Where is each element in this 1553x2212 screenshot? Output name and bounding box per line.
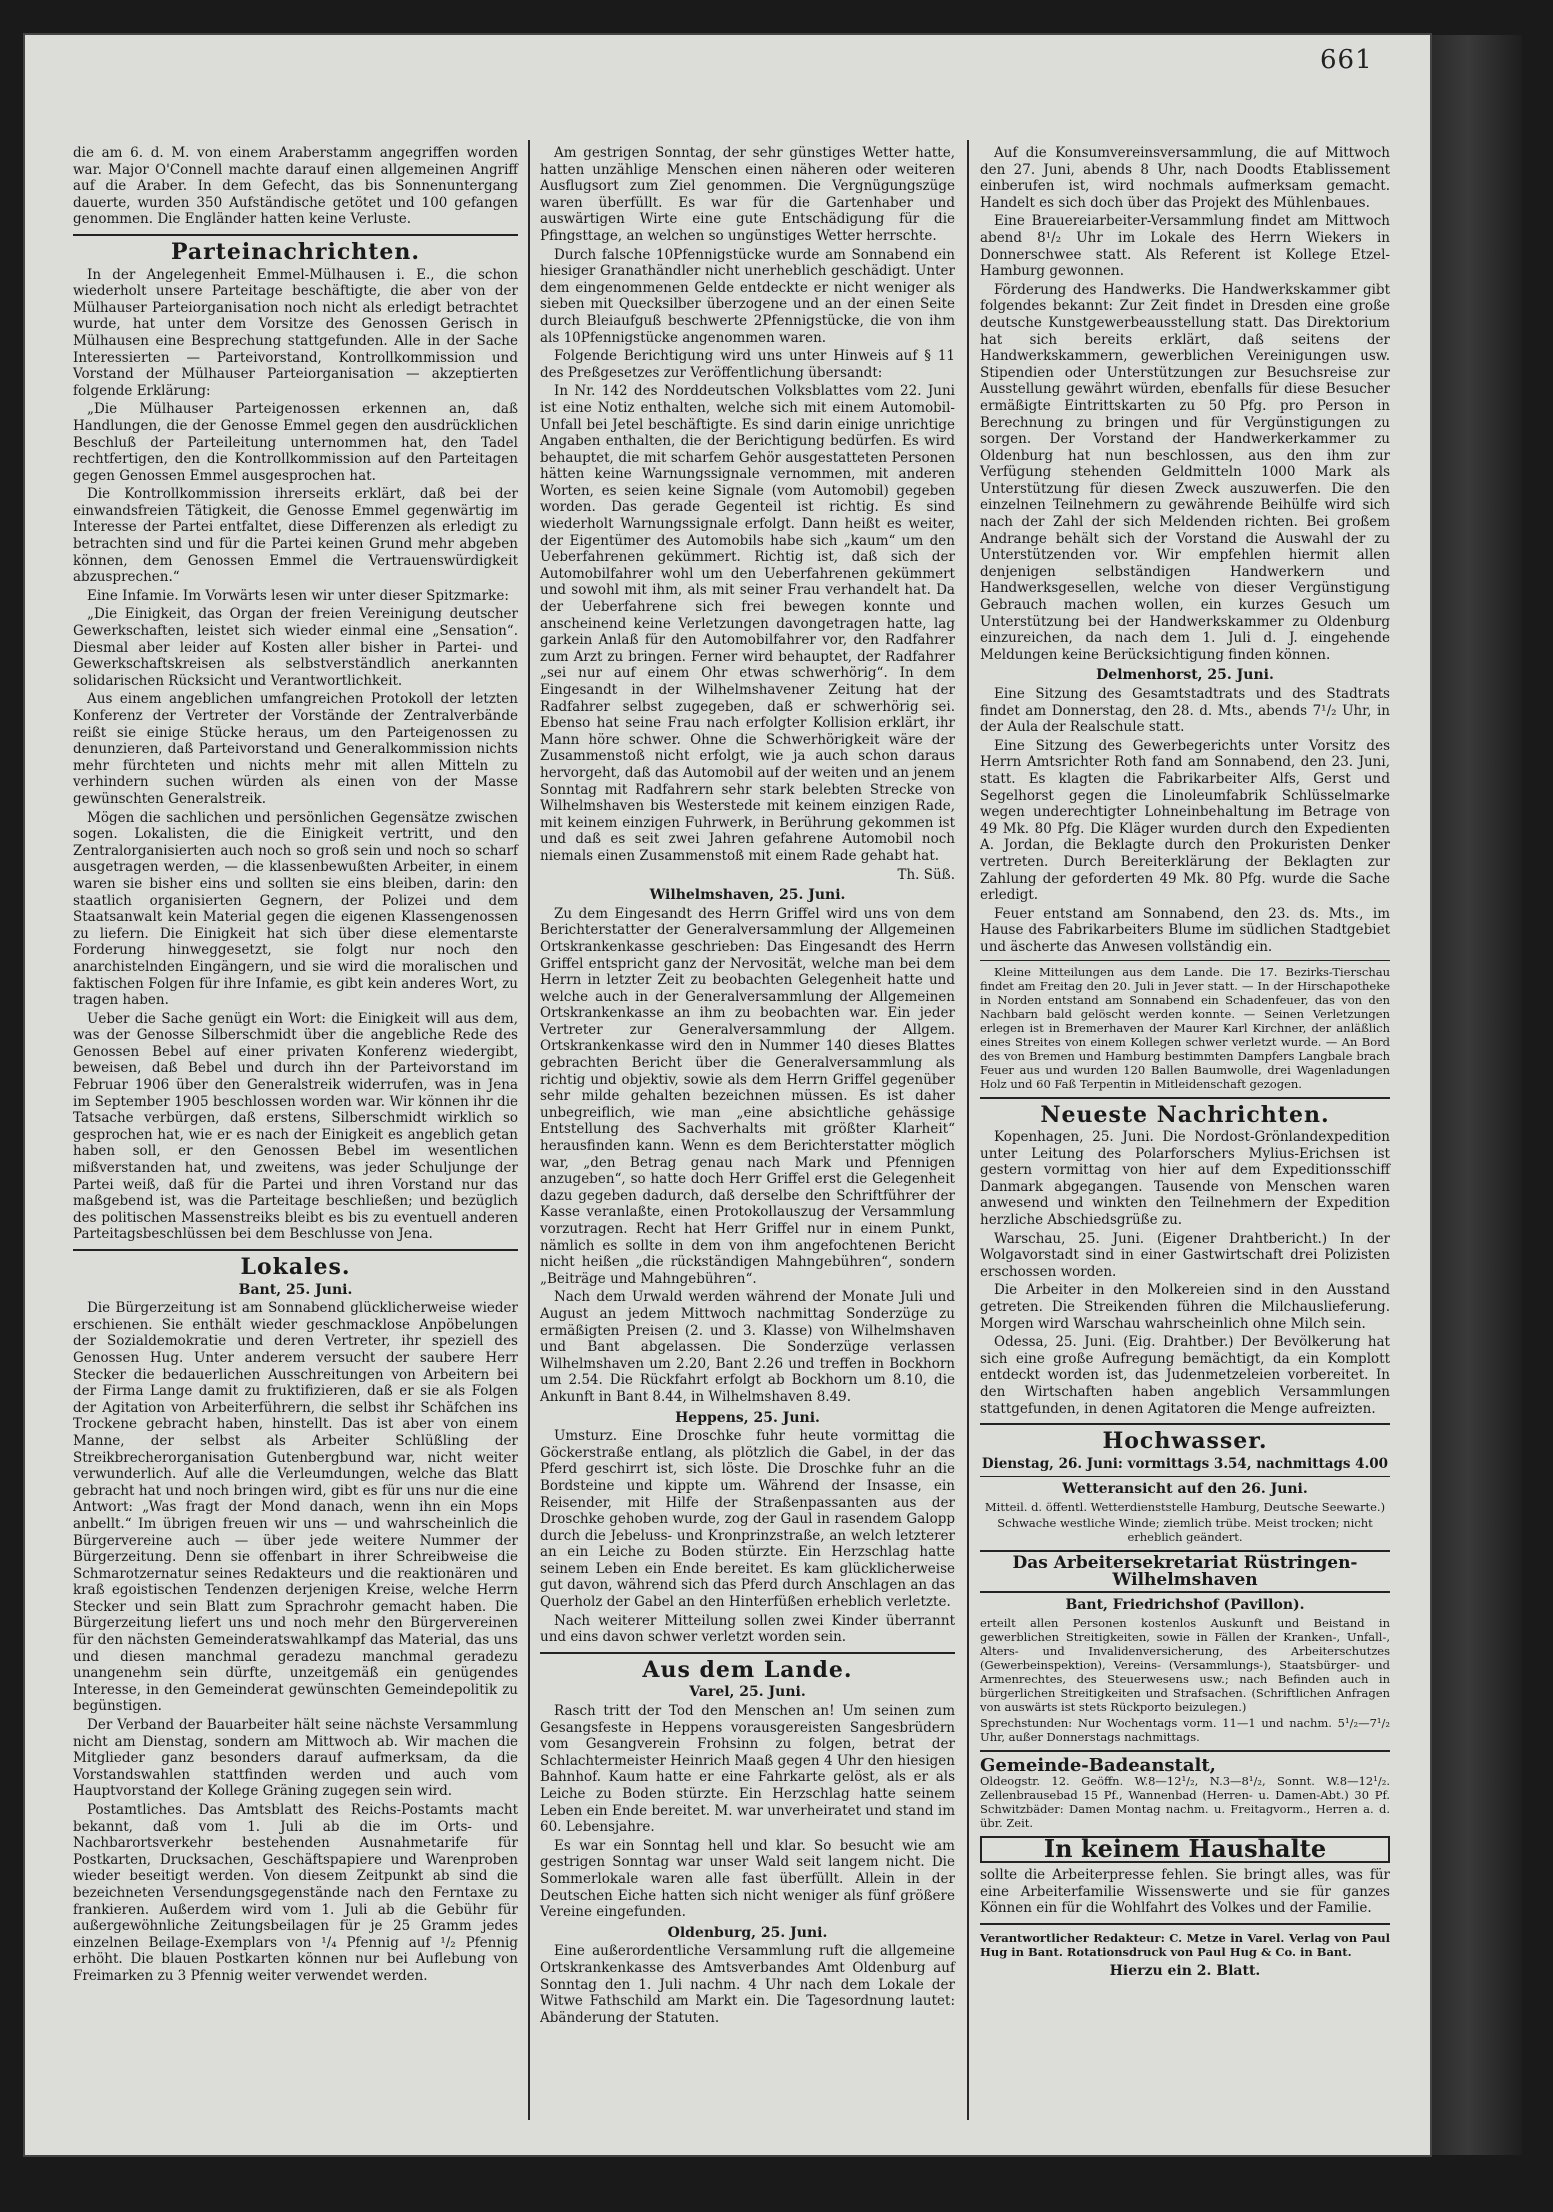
dateline-varel: Varel, 25. Juni. xyxy=(689,1684,806,1701)
col1-p5: „Die Einigkeit, das Organ der freien Vereinigung deutscher Gewerkschaften, leistet sich wieder einmal eine „Sensation“. Diesmal aber leider auf Kosten aller bisher in Partei- und Gewerkschaftskreisen als selbstverständlich anerkannten solidarischen Rücksicht und Verantwortlichkeit. xyxy=(73,606,518,689)
column-2 xyxy=(540,145,955,2028)
col2-p10: Es war ein Sonntag hell und klar. So besucht wie am gestrigen Sonntag war unser Wald seit langem nicht. Die Sommerlokale waren alle fast überfüllt. Allein in der Deutschen Eiche hatten sich nicht weniger als fünf größere Vereine eingefunden. xyxy=(540,1837,955,1921)
column-rule-2 xyxy=(967,140,969,2120)
col1-p3: Die Kontrollkommission ihrerseits erklärt, daß bei der einwandsfreien Tätigkeit, die Genosse Emmel gegenwärtig im Interesse der Partei entfaltet, diese Differenzen als erledigt zu betrachten sind und für die Partei keinen Grund mehr abgeben können, dem Genossen Emmel die Vertrauenswürdigkeit abzusprechen.“ xyxy=(73,486,518,586)
divider xyxy=(540,1652,955,1654)
ad-arbeitersekretariat-hours: Sprechstunden: Nur Wochentags vorm. 11—1 und nachm. 5¹/₂—7¹/₂ Uhr, außer Donnerstags nachmittags. xyxy=(980,1715,1390,1744)
heading-neueste-nachrichten: Neueste Nachrichten. xyxy=(1040,1101,1330,1128)
dateline-heppens: Heppens, 25. Juni. xyxy=(675,1409,820,1426)
ad-arbeitersekretariat-text: erteilt allen Personen kostenlos Auskunft und Beistand in gewerblichen Streitigkeiten, sowie in Fällen der Kranken-, Unfall-, Alters- und Invalidenversicherung, des Arbeiterschutzes (Gewerbeinspektion), Vereins- (Versammlungs-), Staatsbürger- und Armenrechtes, des Steuerwesens usw.; nach Befinden auch in bürgerlichen Streitigkeiten und Strafsachen. (Schriftlichen Anfragen von auswärts ist stets Rückporto beizulegen.) xyxy=(980,1615,1390,1714)
page-number: 661 xyxy=(1320,45,1373,75)
hochwasser-times: Dienstag, 26. Juni: vormittags 3.54, nachmittags 4.00 xyxy=(981,1455,1389,1472)
col2-p11: Eine außerordentliche Versammlung ruft die allgemeine Ortskrankenkasse des Amtsverbandes Amt Oldenburg auf Sonntag den 1. Juli nachm. 4 Uhr nach dem Lokale der Witwe Fathschild am Markt ein. Die Tagesordnung lautet: Abänderung der Statuten. xyxy=(540,1943,955,2026)
divider xyxy=(73,1249,518,1251)
col3-p5: Eine Sitzung des Gewerbegerichts unter Vorsitz des Herrn Amtsrichter Roth fand am Sonnabend, den 23. Juni, statt. Es klagten die Fabrikarbeiter Alfs, Gerst und Segelhorst gegen die Linoleumfabrik Schlüsselmarke wegen underechtigter Lohneinbehaltung im Betrage von 49 Mk. 80 Pfg. Die Kläger wurden durch den Expedienten A. Jordan, die Beklagte durch den Prokuristen Denker vertreten. Durch Bereiterklärung der Beklagten zur Zahlung der geforderten 49 Mk. 80 Pfg. wurde die Sache erledigt. xyxy=(980,737,1390,904)
divider xyxy=(980,1097,1390,1099)
book-spine-edge xyxy=(1432,35,1522,2155)
col1-p10: Der Verband der Bauarbeiter hält seine nächste Versammlung nicht am Dienstag, sondern am Mittwoch ab. Wir machen die Mitglieder ganz besonders darauf aufmerksam, da die Vorstandswahlen stattfinden werden und auch vom Hauptvorstand der Kollege Gräning zugegen sein wird. xyxy=(73,1717,518,1800)
ad-badeanstalt-text: Oldeogstr. 12. Geöffn. W.8—12¹/₂, N.3—8¹/₂, Sonnt. W.8—12¹/₂. Zellenbrausebad 15 Pf., Wannenbad (Herren- u. Damen-Abt.) 30 Pf. Schwitzbäder: Damen Montag nachm. u. Freitagvorm., Herren a. d. übr. Zeit. xyxy=(980,1774,1390,1831)
col2-p6: Nach dem Urwald werden während der Monate Juli und August an jedem Mittwoch nachmittag Sonderzüge zu ermäßigten Preisen (2. und 3. Klasse) von Wilhelmshaven und Bant abgelassen. Die Sonderzüge verlassen Wilhelmshaven um 2.20, Bant 2.26 und treffen in Bockhorn um 2.54. Die Rückfahrt erfolgt ab Bockhorn um 8.10, die Ankunft in Bant 8.44, in Wilhelmshaven 8.49. xyxy=(540,1289,955,1405)
col1-p8: Ueber die Sache genügt ein Wort: die Einigkeit will aus dem, was der Genosse Silberschmidt über die angebliche Rede des Genossen Bebel auf einer privaten Konferenz wiedergibt, beweisen, daß Bebel und durch ihn der Parteivorstand im Februar 1906 über den Generalstreik widerrufen, was in Jena im September 1905 beschlossen worden war. Wir können ihr die Tatsache verbürgen, daß erstens, Silberschmidt wirklich so gesprochen hat, wie er es nach der Einigkeit es angeblich getan haben soll, er den Genossen Bebel im wesentlichen mißverstanden hat, und zweitens, was jeder Schuljunge der Partei weiß, daß für die Partei und ihren Vorstand nur das maßgebend ist, was die Parteitage beschließen; und bezüglich des politischen Massenstreiks bleibt es bis zu eventuell anderen Parteitagsbeschlüssen bei dem Beschlusse von Jena. xyxy=(73,1010,518,1243)
col1-p1: In der Angelegenheit Emmel-Mülhausen i. E., die schon wiederholt unsere Parteitage beschäftigte, die aber von der Mülhauser Parteiorganisation noch nicht als erledigt betrachtet wurde, hat unter dem Vorsitze des Genossen Gerisch in Mülhausen eine Besprechung stattgefunden. Alle in der Sache Interessierten — Parteivorstand, Kontrollkommission und Vorstand der Mülhauser Parteiorganisation — akzeptierten folgende Erklärung: xyxy=(73,266,518,399)
heading-aus-dem-lande: Aus dem Lande. xyxy=(642,1656,853,1683)
col2-p2: Durch falsche 10Pfennigstücke wurde am Sonnabend ein hiesiger Granathändler nicht unerheblich geschädigt. Unter dem eingenommenen Gelde entdeckte er nicht weniger als sieben mit Quecksilber überzogene und an der einen Seite durch Bleiaufguß beschwerte 2Pfennigstücke, die von ihm als 10Pfennigstücke angenommen waren. xyxy=(540,246,955,346)
divider xyxy=(73,234,518,236)
col1-p4: Eine Infamie. Im Vorwärts lesen wir unter dieser Spitzmarke: xyxy=(87,587,509,604)
ad-haushalt-text: sollte die Arbeiterpresse fehlen. Sie bringt alles, was für eine Arbeiterfamilie Wissenswerte und sie für ganzes Können ein für die Wohlfahrt des Volkes und der Familie. xyxy=(980,1866,1390,1917)
col1-p11: Postamtliches. Das Amtsblatt des Reichs-Postamts macht bekannt, daß vom 1. Juli ab die im Orts- und Nachbarortsverkehr bestehenden Ausnahmetarife für Postkarten, Drucksachen, Geschäftspapiere und Warenproben wieder beseitigt werden. Von diesem Zeitpunkt ab sind die bezeichneten Versendungsgegenstände nach den Ferntaxe zu frankieren. Außerdem wird vom 1. Juli ab die Gebühr für außergewöhnliche Zeitungsbeilagen für je 25 Gramm jedes einzelnen Beilage-Exemplars von ¹/₄ Pfennig auf ¹/₂ Pfennig erhöht. Die blauen Postkarten können nur bei Auflebung von Freimarken zu 3 Pfennig weiter verwendet werden. xyxy=(73,1802,518,1984)
col3-p3: Förderung des Handwerks. Die Handwerkskammer gibt folgendes bekannt: Zur Zeit findet in Dresden eine große deutsche Kunstgewerbeausstellung statt. Das Direktorium hat sich bereits erklärt, daß seitens der Handwerkskammern, gewerblichen Vereinigungen usw. Stipendien oder Unterstützungen zur Besuchsreise zur Ausstellung gewährt würden, ebenfalls für diese Besucher ermäßigte Eintrittskarten zu 50 Pfg. pro Person in Berechnung zu bringen und für Vergünstigungen zu sorgen. Der Vorstand der Handwerkerkammer zu Oldenburg hat nun beschlossen, aus den ihm zur Verfügung stehenden Geldmitteln 1000 Mark als Unterstützung für diesen Zweck auszuwerfen. Die den einzelnen Teilnehmern zu gewährende Beihülfe wird sich nach der Zahl der sich Meldenden richten. Bei großem Andrange behält sich der Vorstand die Auswahl der zu Unterstützenden vor. Wir empfehlen hiermit allen denjenigen selbständigen Handwerkern und Handwerksgesellen, welche von dieser Vergünstigung Gebrauch machen wollen, ein kurzes Gesuch um Unterstützung bei der Handwerkskammer zu Oldenburg einzureichen, da nach dem 1. Juli d. J. eingehende Meldungen keine Berücksichtigung finden können. xyxy=(980,281,1390,663)
footer-note: Hierzu ein 2. Blatt. xyxy=(1109,1962,1261,1979)
col3-p4: Eine Sitzung des Gesamtstadtrats und des Stadtrats findet am Donnerstag, den 28. d. Mts., abends 7¹/₂ Uhr, in der Aula der Realschule statt. xyxy=(980,686,1390,736)
col3-p11: Odessa, 25. Juni. (Eig. Drahtber.) Der Bevölkerung hat sich eine große Aufregung bemächtigt, da ein Komplott entdeckt worden ist, das Judenmetzeleien vorbereitet. In den Wirtschaften haben angeblich Versammlungen stattgefunden, in denen Agitatoren die Menge aufreizten. xyxy=(980,1334,1390,1417)
heading-lokales: Lokales. xyxy=(240,1254,351,1280)
col1-p6: Aus einem angeblichen umfangreichen Protokoll der letzten Konferenz der Vertreter der Vorstände der Zentralverbände reißt sie einige Stücke heraus, um den Parteigenossen zu denunzieren, daß Parteivorstand und Generalkommission nichts mehr fürchteten und nichts mehr mit allen Mitteln zu verhindern suchen würden als einen von der Masse gewünschten Generalstreik. xyxy=(73,691,518,807)
column-3 xyxy=(980,145,1390,1981)
dateline-oldenburg: Oldenburg, 25. Juni. xyxy=(667,1924,828,1941)
imprint: Verantwortlicher Redakteur: C. Metze in Varel. Verlag von Paul Hug in Bant. Rotationsdruck von Paul Hug & Co. in Bant. xyxy=(980,1930,1390,1959)
ad-arbeitersekretariat-address: Bant, Friedrichshof (Pavillon). xyxy=(1065,1597,1305,1614)
col2-p8: Nach weiterer Mitteilung sollen zwei Kinder überrannt und eins davon schwer verletzt worden sein. xyxy=(540,1612,955,1646)
col2-p5: Zu dem Eingesandt des Herrn Griffel wird uns von dem Berichterstatter der Generalversammlung der Allgemeinen Ortskrankenkasse geschrieben: Das Eingesandt des Herrn Griffel entspricht ganz der Nervosität, welche man bei dem Herrn in letzter Zeit zu beobachten Gelegenheit hatte und welche auch in der Generalversammlung der Allgemeinen Ortskrankenkasse an ihm zu beobachten war. Ein jeder Vertreter zur Generalversammlung der Allgem. Ortskrankenkasse wird den in Nummer 140 dieses Blattes gebrachten Bericht über die Generalversammlung als richtig und objektiv, sowie als dem Herrn Griffel gegenüber sehr milde gehalten bezeichnen müssen. Es ist daher unbegreiflich, wie man „eine absichtliche gehässige Entstellung des Sachverhalts mit größter Klarheit“ herausfinden kann. Wenn es dem Berichterstatter möglich war, „den Betrag genau nach Mark und Pfennigen anzugeben“, so hatte doch Herr Griffel erst die Gelegenheit dazu gegeben dadurch, daß derselbe den Schriftführer der Kasse veranlaßte, einen Protokollauszug der Versammlung vorzutragen. Recht hat Herr Griffel nur in einem Punkt, nämlich es sollte in dem von ihm angefochtenen Bericht nicht heißen „die rückständigen Mahngebühren“, sondern „Beiträge und Mahngebühren“. xyxy=(540,905,955,1287)
col3-p7: Kleine Mitteilungen aus dem Lande. Die 17. Bezirks-Tierschau findet am Freitag den 20. Juli in Jever statt. — In der Hirschapotheke in Norden entstand am Sonnabend ein Schadenfeuer, das von den Nachbarn bald gelöscht werden konnte. — Seinen Verletzungen erlegen ist in Bremerhaven der Maurer Karl Kirchner, der anläßlich eines Streites von einem Kollegen schwer verletzt wurde. — An Bord des von Bremen und Hamburg bestimmten Dampfers Langbale brach Feuer aus und wurden 120 Ballen Baumwolle, drei Wagenladungen Holz und 60 Faß Terpentin in Mitleidenschaft gezogen. xyxy=(980,964,1390,1091)
dateline-delmenhorst: Delmenhorst, 25. Juni. xyxy=(1096,667,1274,684)
col1-p2: „Die Mülhauser Parteigenossen erkennen an, daß Handlungen, die der Genosse Emmel gegen den ausdrücklichen Beschluß der Parteileitung unternommen hat, den Tadel rechtfertigen, den die Kontrollkommission auf den Parteitagen gegen Genossen Emmel ausgesprochen hat. xyxy=(73,401,518,484)
col1-intro: die am 6. d. M. von einem Araberstamm angegriffen worden war. Major O'Connell machte darauf einen allgemeinen Angriff auf die Araber. In dem Gefecht, das bis Sonnenuntergang dauerte, wurden 350 Aufständische getötet und 100 gefangen genommen. Die Engländer hatten keine Verluste. xyxy=(73,145,518,228)
col3-p10: Die Arbeiter in den Molkereien sind in den Ausstand getreten. Die Streikenden führen die Milchauslieferung. Morgen wird Warschau wahrscheinlich ohne Milch sein. xyxy=(980,1282,1390,1332)
divider xyxy=(980,1476,1390,1477)
signature: Th. Süß. xyxy=(897,866,955,883)
col3-p2: Eine Brauereiarbeiter-Versammlung findet am Mittwoch abend 8¹/₂ Uhr im Lokale des Herrn Wiekers in Donnerschwee statt. Als Referent ist Kollege Etzel-Hamburg gewonnen. xyxy=(980,213,1390,280)
col1-p7: Mögen die sachlichen und persönlichen Gegensätze zwischen sogen. Lokalisten, die die Einigkeit vertritt, und den Zentralorganisierten auch noch so groß sein und noch so scharf ausgetragen werden, — die klassenbewußten Arbeiter, in einem waren sie bisher eins und sollten sie eins bleiben, darin: den staatlich organisierten Gegnern, der Polizei und dem Staatsanwalt kein Material gegen die eigenen Klassengenossen zu liefern. Die Einigkeit hat sich über diese elementarste Forderung hinweggesetzt, sie folgt nur noch den anarchistelnden Eingängern, und sie wird die moralischen und faktischen Folgen für ihre Infamie, es gibt kein anderes Wort, zu tragen haben. xyxy=(73,809,518,1009)
ad-arbeitersekretariat-heading: Das Arbeitersekretariat Rüstringen-Wilhelmshaven xyxy=(980,1550,1390,1593)
col3-p6: Feuer entstand am Sonnabend, den 23. ds. Mts., im Hause des Fabrikarbeiters Blume im südlichen Stadtgebiet und äscherte das Anwesen vollständig ein. xyxy=(980,905,1390,955)
heading-parteinachrichten: Parteinachrichten. xyxy=(170,238,421,265)
column-rule-1 xyxy=(528,140,530,2120)
column-1 xyxy=(73,145,518,1987)
newspaper-page xyxy=(25,35,1430,2155)
col2-p7: Umsturz. Eine Droschke fuhr heute vormittag die Göckerstraße entlang, als plötzlich die Gabel, in der das Pferd geschirrt ist, sich löste. Die Droschke fuhr an die Bordsteine und kippte um. Während der Insasse, ein Reisender, mit Hilfe der Straßenpassanten aus der Droschke gehoben wurde, zog der Gaul in rasendem Galopp durch die Jebeluss- und Kronprinzstraße, an welch letzterer an ein Leiche zu Boden stürzte. Ein Herzschlag hatte seinem Leben ein Ende bereitet. Es kam glücklicherweise gut davon, während sich das Pferd durch Anschlagen an das Querholz der Gabel an den Hinterfüßen erheblich verletzte. xyxy=(540,1428,955,1611)
heading-hochwasser: Hochwasser. xyxy=(1102,1428,1268,1455)
col2-p3: Folgende Berichtigung wird uns unter Hinweis auf § 11 des Preßgesetzes zur Veröffentlichung übersandt: xyxy=(540,348,955,381)
col2-p1: Am gestrigen Sonntag, der sehr günstiges Wetter hatte, hatten unzählige Menschen einen näheren oder weiteren Ausflugsort zum Ziel genommen. Die Vergnügungszüge waren überfüllt. Es war für die Gartenhaber und auswärtigen Wirte eine gute Entschädigung für die Pfingsttage, an welchen so ungünstiges Wetter herrschte. xyxy=(540,145,955,244)
ad-haushalt-heading: In keinem Haushalte xyxy=(980,1836,1390,1863)
col3-p9: Warschau, 25. Juni. (Eigener Drahtbericht.) In der Wolgavorstadt sind in einer Gastwirtschaft drei Polizisten erschossen worden. xyxy=(980,1230,1390,1280)
divider xyxy=(980,960,1390,961)
col2-p9: Rasch tritt der Tod den Menschen an! Um seinen zum Gesangsfeste in Heppens vorausgereisten Sangesbrüdern vom Gesangverein Frohsinn zu folgen, betrat der Schlachtermeister Heinrich Maaß gegen 4 Uhr den hiesigen Bahnhof. Kaum hatte er eine Fahrkarte gelöst, als er als Leiche zu Boden stürzte. Ein Herzschlag hatte seinem Leben ein Ende bereitet. M. war unverheiratet und stand im 60. Lebensjahre. xyxy=(540,1703,955,1836)
wetter-source: Mitteil. d. öffentl. Wetterdienststelle Hamburg, Deutsche Seewarte.) xyxy=(984,1499,1386,1514)
col3-p8: Kopenhagen, 25. Juni. Die Nordost-Grönlandexpedition unter Leitung des Polarforschers Mylius-Erichsen ist gestern vormittag von hier auf dem Expeditionsschiff Danmark abgegangen. Tausende von Menschen waren anwesend und winkten den Teilnehmern der Expedition herzliche Abschiedsgrüße zu. xyxy=(980,1129,1390,1229)
col1-p9: Die Bürgerzeitung ist am Sonnabend glücklicherweise wieder erschienen. Sie enthält wieder geschmacklose Anpöbelungen der Sozialdemokratie und deren Vertreter, ihr speziell des Genossen Hug. Unter anderem versucht der saubere Herr Stecker die bedauerlichen Ausschreitungen von Arbeitern bei der Firma Lange damit zu fruktifizieren, daß er sie als Folgen der Agitation von Arbeiterführern, die selbst ihr Schäfchen ins Trockene gebracht haben, hinstellt. Das ist aber von einem Manne, der selbst als Arbeiter Schlüßling der Streikbrecherorganisation Gutenbergbund war, nicht weiter verwunderlich. Auf alle die Verleumdungen, welche das Blatt gebracht hat und noch bringen wird, gibt es für uns nur die eine Antwort: „Was fragt der Mond danach, wenn ihn ein Mops anbellt.“ Im übrigen freuen wir uns — und wahrscheinlich die Bürgervereine auch — über jede weitere Nummer der Bürgerzeitung. Denn sie offenbart in ihrer Schreibweise die Schmarotzernatur seines Redakteurs und die reaktionären und kraß egoistischen Tendenzen derjenigen Kreise, welche Herrn Stecker und sein Blatt zum Sprachrohr gemacht haben. Die Bürgerzeitung liefert uns und noch mehr den Bürgervereinen für den nächsten Gemeinderatswahlkampf das Material, das uns und diesen manchmal geradezu manchmal geradezu unangenehm sein dürfte, unzeitgemäß ein genügendes Interesse, in den Gemeinderat gewünschten Gemeindepolitik zu begünstigen. xyxy=(73,1300,518,1715)
col2-p4: In Nr. 142 des Norddeutschen Volksblattes vom 22. Juni ist eine Notiz enthalten, welche sich mit einem Automobil-Unfall bei Jetel beschäftigte. Es sind darin einige unrichtige Angaben enthalten, die der Berichtigung bedürfen. Es wird behauptet, die mit scharfem Gehör ausgestatteten Personen hätten keine Warnungssignale vernommen, mit anderen Worten, es seien keine Signale (vom Automobil) gegeben worden. Das gerade Gegenteil ist richtig. Es sind wiederholt Warnungssignale erfolgt. Dann heißt es weiter, der Eigentümer des Automobils habe sich „kaum“ um den Ueberfahrenen gekümmert. Richtig ist, daß sich der Automobilfahrer wohl um den Ueberfahrenen gekümmert und sowohl mit ihm, als mit seiner Frau verhandelt hat. Da der Ueberfahrene sich frei bewegen konnte und anscheinend keine Verletzungen davongetragen hatte, lag garkein Anlaß für den Automobilfahrer vor, den Radfahrer zum Arzt zu bringen. Ferner wird behauptet, der Radfahrer „sei nur auf einem Ohr etwas schwerhörig“. In dem Eingesandt in der Wilhelmshavener Zeitung hat der Radfahrer selbst zugegeben, daß er schwerhörig sei. Ebenso hat seine Frau nach erfolgter Kollision erklärt, ihr Mann höre schwer. Ohne die Schwerhörigkeit wäre der Zusammenstoß nicht erfolgt, wie ja auch schon daraus hervorgeht, daß das Automobil auf der weiten und an jenem Sonntag mit Radfahrern sehr stark belebten Strecke von Wilhelmshaven bis Westerstede mit keinem einzigen Rade, mit keinem einzigen Fuhrwerk, in Berührung gekommen ist und daß es seit zwei Jahren gefahrene Automobil noch niemals einen Zusammenstoß mit einem Rade gehabt hat. xyxy=(540,383,955,864)
dateline-bant: Bant, 25. Juni. xyxy=(238,1281,353,1298)
dateline-wilhelmshaven: Wilhelmshaven, 25. Juni. xyxy=(649,887,846,904)
divider xyxy=(980,1923,1390,1925)
ad-badeanstalt-heading: Gemeinde-Badeanstalt, xyxy=(980,1754,1216,1776)
wetter-text: Schwache westliche Winde; ziemlich trübe. Meist trocken; nicht erheblich geändert. xyxy=(997,1515,1373,1544)
divider xyxy=(980,1750,1390,1752)
divider xyxy=(980,1423,1390,1425)
wetter-heading: Wetteransicht auf den 26. Juni. xyxy=(1062,1481,1308,1498)
col3-p1: Auf die Konsumvereinsversammlung, die auf Mittwoch den 27. Juni, abends 8 Uhr, nach Doodts Etablissement einberufen ist, wird nochmals aufmerksam gemacht. Handelt es sich doch über das Projekt des Mühlenbaues. xyxy=(980,145,1390,211)
